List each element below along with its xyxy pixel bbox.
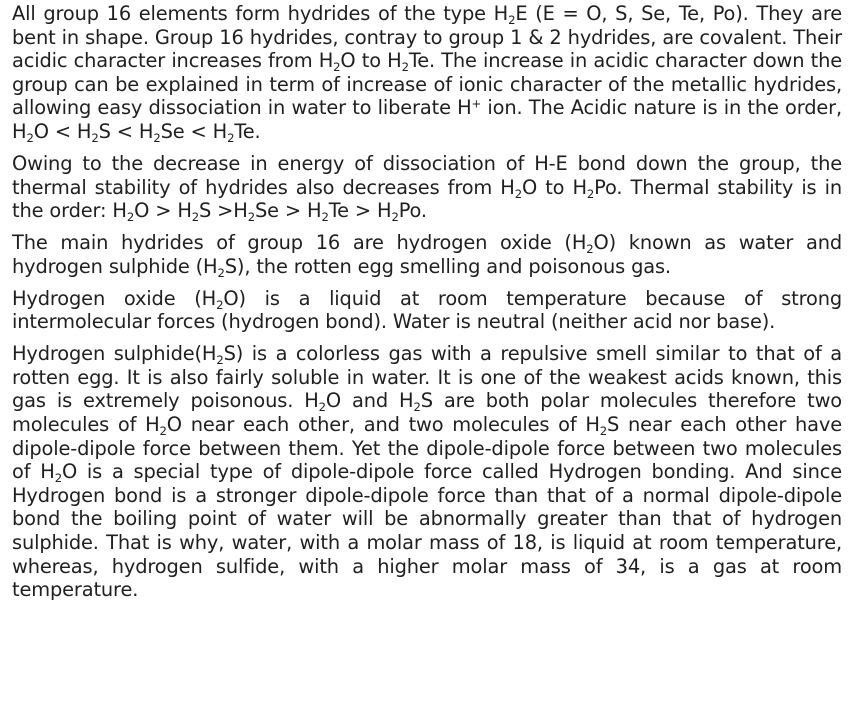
text-run: S < H (98, 119, 154, 143)
text-run: Owing to the decrease in energy of dissociation of H-E bond down the group, the thermal stability of hydrides also decreases from H (12, 151, 849, 199)
subscript: 2 (586, 186, 595, 201)
text-run: O near each other, and two molecules of H (166, 413, 600, 437)
text-run: Hydrogen sulphide(H (12, 342, 217, 366)
subscript: 2 (333, 60, 341, 75)
text-run: S near each other have dipole-dipole force between them. Yet the dipole-dipole force between two molecules of H (12, 413, 849, 484)
text-run: O is a special type of dipole-dipole force called Hydrogen bonding. And since Hydrogen bond is a stronger dipole-dipole force than that of a normal dipole-dipole bond the boiling point of water will be abnormally greater than that of hydrogen sulphide. That is why, water, with a molar mass of 18, is liquid at room temperature, whereas, hydrogen sulfide, with a higher molar mass of 34, is a gas at room temperature. (12, 460, 849, 602)
paragraph-thermal-stability (12, 151, 849, 225)
text-run: S are both polar molecules therefore two molecules of H (12, 389, 849, 437)
subscript: 2 (26, 131, 34, 146)
text-run: Te > H (328, 199, 392, 223)
text-run: O) is a liquid at room temperature because of strong intermolecular forces (hydrogen bond). Water is neutral (neither acid nor base). (12, 286, 849, 334)
text-run: ion. The Acidic nature is in the order, H (12, 96, 849, 143)
subscript: 2 (318, 400, 326, 415)
subscript: 2 (321, 210, 329, 225)
subscript: 2 (401, 60, 409, 75)
text-run: The main hydrides of group 16 are hydrogen oxide (H (12, 231, 587, 255)
subscript: 2 (126, 210, 135, 225)
text-run: O and H (325, 389, 414, 413)
text-run: S) is a colorless gas with a repulsive smell similar to that of a rotten egg. It is also fairly soluble in water. It is one of the weakest acids known, this gas is extremely poisonous. H (12, 342, 849, 413)
subscript: 2 (159, 424, 167, 439)
superscript: + (471, 96, 482, 111)
subscript: 2 (217, 265, 225, 280)
paragraph-main-hydrides (12, 231, 849, 280)
text-run: Te. The increase in acidic character down the group can be explained in term of increase of ionic character of the metallic hydrides, allowing easy dissociation in water to liberate H (12, 49, 849, 120)
subscript: 2 (247, 210, 255, 225)
text-run: Po. (398, 199, 427, 223)
text-run: O > H (134, 199, 192, 223)
text-run: All group 16 elements form hydrides of the type H (12, 2, 509, 25)
text-run: O to H (340, 49, 402, 73)
subscript: 2 (227, 131, 235, 146)
text-run: S), the rotten egg smelling and poisonous gas. (224, 254, 671, 278)
text-run: O) known as water and hydrogen sulphide (H (12, 231, 849, 278)
paragraph-hydrogen-oxide (12, 286, 849, 334)
subscript: 2 (508, 13, 516, 28)
subscript: 2 (54, 471, 62, 486)
text-run: Po. Thermal stability is in the order: H (12, 175, 849, 223)
subscript: 2 (91, 131, 99, 146)
subscript: 2 (586, 242, 594, 257)
text-run: Te. (234, 119, 261, 143)
paragraph-hydrogen-sulphide (12, 342, 849, 602)
subscript: 2 (599, 424, 608, 439)
subscript: 2 (216, 353, 224, 368)
subscript: 2 (216, 297, 224, 312)
text-run: O to H (521, 175, 587, 199)
subscript: 2 (391, 210, 399, 225)
text-run: Se > H (254, 199, 322, 223)
subscript: 2 (191, 210, 199, 225)
subscript: 2 (153, 131, 161, 146)
text-run: Hydrogen oxide (H (12, 286, 217, 310)
text-run: S >H (199, 199, 248, 223)
paragraph-hydride-acidity (12, 2, 849, 146)
subscript: 2 (514, 186, 522, 201)
text-run: Se < H (160, 119, 228, 143)
text-run: O < H (33, 119, 92, 143)
subscript: 2 (413, 400, 421, 415)
text-run: E (E = O, S, Se, Te, Po). They are bent in shape. Group 16 hydrides, contray to group 1 & 2 hydrides, are covalent. Their acidic character increases from H (12, 2, 849, 73)
